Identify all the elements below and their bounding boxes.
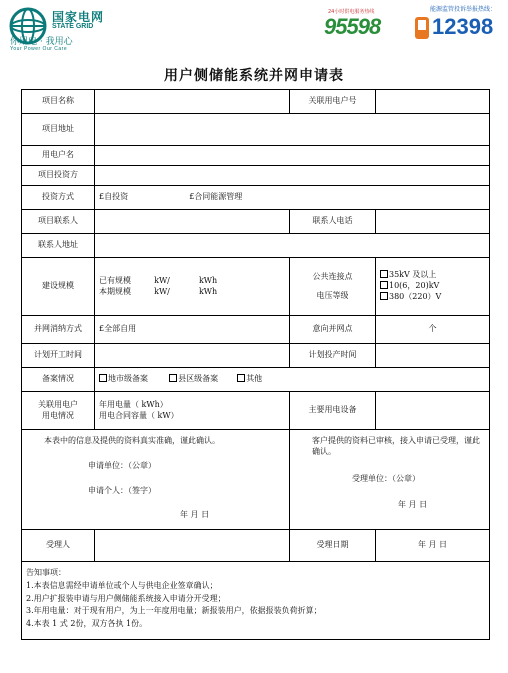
main-equipment-field[interactable] <box>376 392 490 430</box>
brand-slogan-cn: 你用电 · 我用心 <box>10 37 73 47</box>
voltage-option-35kv-label: 35kV 及以上 <box>389 270 437 280</box>
notice-item: 3.年用电量：对于现有用户，为上一年度用电量；新报装用户，依据报装负荷折算； <box>26 606 322 616</box>
invest-mode-options <box>95 186 490 210</box>
existing-scale-kw-unit: kW/ <box>154 275 170 285</box>
phone-handset-icon <box>414 16 430 40</box>
acceptance-declaration-text: 客户提供的资料已审核，接入申请已受理，谨此确认。 <box>312 436 480 456</box>
build-scale-field <box>95 258 290 316</box>
receiver-label: 受理人 <box>22 530 95 562</box>
complaint-12398-logo <box>412 4 504 44</box>
planned-operation-field[interactable] <box>376 344 490 368</box>
investor-field[interactable] <box>95 166 490 186</box>
checkbox-icon <box>380 292 388 300</box>
brand-name-en: STATE GRID <box>52 23 94 30</box>
contact-address-label: 联系人地址 <box>22 234 95 258</box>
hotline-subtitle: 24小时供电服务热线 <box>328 9 375 15</box>
project-name-field[interactable] <box>95 90 290 114</box>
planned-start-field[interactable] <box>95 344 290 368</box>
complaint-number: 12398 <box>432 14 494 39</box>
project-address-label: 项目地址 <box>22 114 95 146</box>
build-scale-label: 建设规模 <box>22 258 95 316</box>
page-header <box>0 0 508 60</box>
applicant-person-line[interactable]: 申请个人：（签字） <box>88 485 156 495</box>
project-contact-label: 项目联系人 <box>22 210 95 234</box>
project-address-field[interactable] <box>95 114 490 146</box>
consumption-mode-label: 并网消纳方式 <box>22 316 95 344</box>
pcc-voltage-label <box>290 258 376 316</box>
project-contact-field[interactable] <box>95 210 290 234</box>
intended-points-label: 意向并网点 <box>290 316 376 344</box>
hotline-95598-logo <box>316 6 412 46</box>
checkbox-icon <box>380 281 388 289</box>
voltage-option-380v[interactable] <box>380 292 485 303</box>
invest-emc-option[interactable]: £合同能源管理 <box>189 192 243 202</box>
investor-label: 项目投资方 <box>22 166 95 186</box>
invest-mode-label: 投资方式 <box>22 186 95 210</box>
annual-usage-line[interactable]: 年用电量（ kWh） <box>99 399 168 409</box>
brand-slogan-en: Your Power Our Care <box>10 46 68 52</box>
existing-scale-label: 已有规模 <box>99 275 131 285</box>
current-scale-line[interactable] <box>99 287 285 298</box>
brand-name-cn: 国家电网 <box>52 10 105 24</box>
filing-city-option[interactable] <box>99 374 148 383</box>
accepting-unit-line[interactable]: 受理单位：（公章） <box>352 473 420 483</box>
related-usage-label-line2: 用电情况 <box>42 410 74 420</box>
notice-section <box>22 562 490 640</box>
applicant-declaration <box>22 430 290 530</box>
hotline-number: 95598 <box>324 14 381 39</box>
contact-phone-field[interactable] <box>376 210 490 234</box>
filing-city-label: 地市级备案 <box>108 374 148 384</box>
complaint-subtitle: 能源监管投诉举报热线： <box>430 6 497 13</box>
checkbox-icon <box>380 270 388 278</box>
checkbox-icon <box>237 374 245 382</box>
consumption-mode-field[interactable]: £全部自用 <box>95 316 290 344</box>
acceptance-declaration <box>290 430 490 530</box>
voltage-level-label: 电压等级 <box>316 290 349 300</box>
voltage-options <box>376 258 490 316</box>
notice-item: 4.本表 1 式 2份，双方各执 1份。 <box>26 619 148 629</box>
applicant-declaration-text: 本表中的信息及提供的资料真实准确，谨此确认。 <box>44 436 220 445</box>
project-name-label: 项目名称 <box>22 90 95 114</box>
current-scale-kw-unit: kW/ <box>154 286 170 296</box>
filing-options <box>95 368 490 392</box>
accept-date-field[interactable]: 年 月 日 <box>376 530 490 562</box>
main-equipment-label: 主要用电设备 <box>290 392 376 430</box>
notice-heading: 告知事项： <box>26 568 66 577</box>
contract-capacity-line[interactable]: 用电合同容量（ kW） <box>99 410 179 420</box>
existing-scale-line[interactable] <box>99 276 285 287</box>
filing-other-option[interactable] <box>237 374 262 383</box>
filing-other-label: 其他 <box>246 374 263 384</box>
contact-address-field[interactable] <box>95 234 490 258</box>
customer-name-field[interactable] <box>95 146 490 166</box>
related-account-field[interactable] <box>376 90 490 114</box>
customer-name-label: 用电户名 <box>22 146 95 166</box>
contact-phone-label: 联系人电话 <box>290 210 376 234</box>
voltage-option-10kv[interactable] <box>380 281 485 292</box>
planned-operation-label: 计划投产时间 <box>290 344 376 368</box>
planned-start-label: 计划开工时间 <box>22 344 95 368</box>
checkbox-icon <box>99 374 107 382</box>
voltage-option-10kv-label: 10(6，20)kV <box>389 281 440 291</box>
applicant-unit-line[interactable]: 申请单位：（公章） <box>88 460 156 470</box>
invest-self-option[interactable]: £自投资 <box>99 192 129 202</box>
notice-item: 2.用户扩报装申请与用户侧储能系统接入申请分开受理； <box>26 593 226 603</box>
applicant-date-line[interactable]: 年 月 日 <box>180 510 210 520</box>
voltage-option-35kv[interactable] <box>380 270 485 281</box>
current-scale-kwh-unit: kWh <box>198 286 218 296</box>
voltage-option-380v-label: 380（220）V <box>389 291 442 301</box>
filing-county-label: 县区级备案 <box>178 374 219 384</box>
related-usage-label <box>22 392 95 430</box>
application-form-table <box>21 89 490 640</box>
related-account-label: 关联用电户号 <box>290 90 376 114</box>
related-usage-field <box>95 392 290 430</box>
intended-points-field[interactable]: 个 <box>376 316 490 344</box>
notice-item: 1.本表信息需经申请单位或个人与供电企业签章确认； <box>26 580 218 590</box>
form-title: 用户侧储能系统并网申请表 <box>164 68 344 84</box>
existing-scale-kwh-unit: kWh <box>198 275 218 285</box>
filing-label: 备案情况 <box>22 368 95 392</box>
pcc-label: 公共连接点 <box>312 271 353 281</box>
current-scale-label: 本期规模 <box>99 286 131 296</box>
checkbox-icon <box>169 374 177 382</box>
state-grid-logo <box>8 6 208 52</box>
acceptance-date-line[interactable]: 年 月 日 <box>398 500 428 510</box>
receiver-field[interactable] <box>95 530 290 562</box>
filing-county-option[interactable] <box>169 374 218 383</box>
related-usage-label-line1: 关联用电户 <box>38 399 78 409</box>
accept-date-label: 受理日期 <box>290 530 376 562</box>
